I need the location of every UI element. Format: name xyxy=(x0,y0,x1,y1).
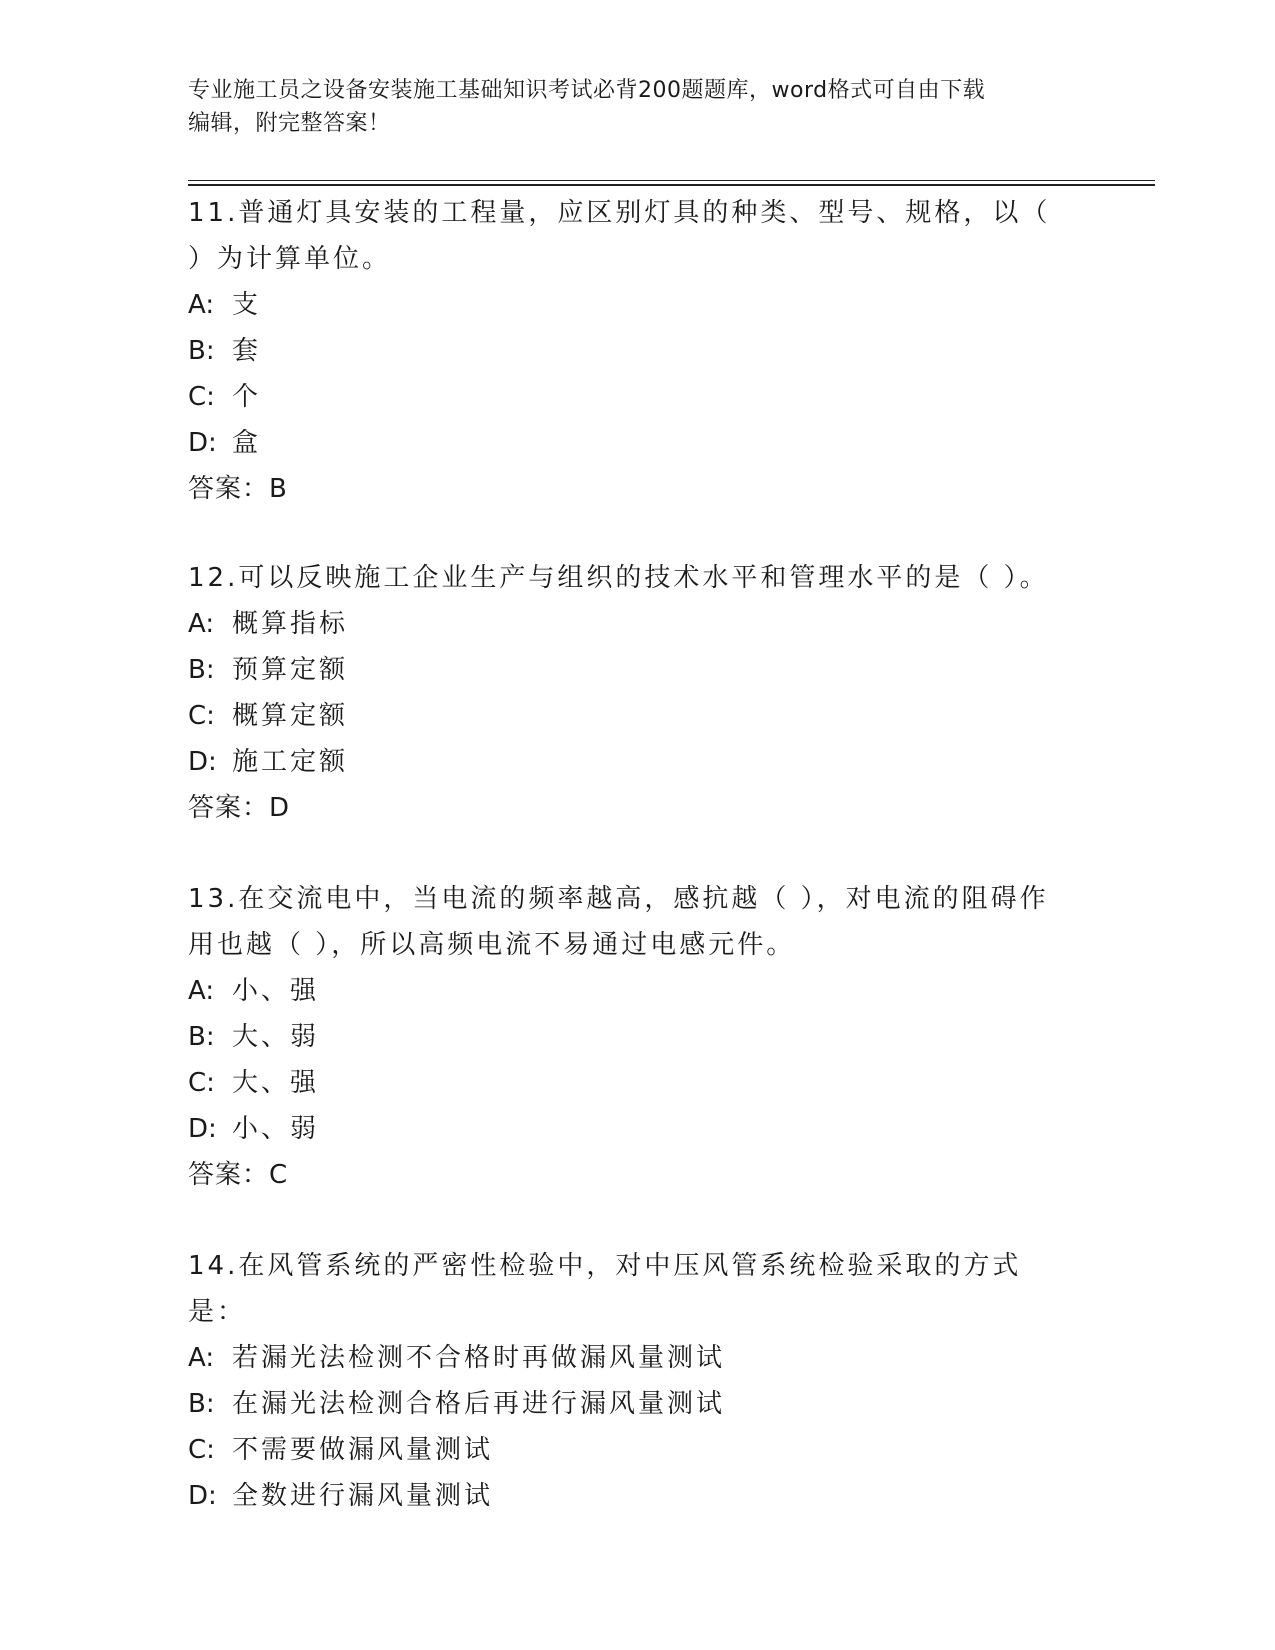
option-d xyxy=(188,420,1068,466)
option-letter: B: xyxy=(188,1022,215,1052)
question-stem: 13.在交流电中，当电流的频率越高，感抗越（ ），对电流的阻碍作 xyxy=(188,884,1049,914)
option-d xyxy=(188,1106,1068,1152)
option-d xyxy=(188,1473,1068,1519)
option-text: 在漏光法检测合格后再进行漏风量测试 xyxy=(232,1389,726,1419)
option-text: 小、弱 xyxy=(232,1114,320,1144)
answer: 答案：B xyxy=(188,474,288,504)
option-letter: C: xyxy=(188,382,215,412)
question-13 xyxy=(188,876,1068,1198)
option-letter: C: xyxy=(188,1068,215,1098)
question-stem: 12.可以反映施工企业生产与组织的技术水平和管理水平的是（ ）。 xyxy=(188,563,1049,593)
question-stem: 14.在风管系统的严密性检验中，对中压风管系统检验采取的方式是： xyxy=(188,1251,1022,1327)
question-14 xyxy=(188,1243,1068,1519)
option-letter: A: xyxy=(188,609,215,639)
question-stem: 11.普通灯具安装的工程量，应区别灯具的种类、型号、规格，以（ xyxy=(188,198,1051,228)
option-a xyxy=(188,968,1068,1014)
question-12 xyxy=(188,555,1068,831)
option-letter: B: xyxy=(188,336,215,366)
header-line-1: 专业施工员之设备安装施工基础知识考试必背200题题库，word格式可自由下载 xyxy=(188,78,986,103)
header-divider-thick xyxy=(188,184,1155,186)
option-b xyxy=(188,647,1068,693)
option-b xyxy=(188,1014,1068,1060)
option-letter: D: xyxy=(188,747,217,777)
option-letter: A: xyxy=(188,976,215,1006)
option-letter: B: xyxy=(188,1389,215,1419)
option-d xyxy=(188,739,1068,785)
answer: 答案：C xyxy=(188,1160,289,1190)
option-text: 概算指标 xyxy=(232,609,349,639)
option-text: 盒 xyxy=(232,428,262,458)
option-text: 全数进行漏风量测试 xyxy=(232,1481,494,1511)
header-divider-thin xyxy=(188,180,1155,181)
header-line-2: 编辑，附完整答案！ xyxy=(188,111,391,136)
option-b xyxy=(188,1381,1068,1427)
option-c xyxy=(188,374,1068,420)
option-text: 施工定额 xyxy=(232,747,349,777)
question-stem-continued: 用也越（ ），所以高频电流不易通过电感元件。 xyxy=(188,930,796,960)
option-c xyxy=(188,693,1068,739)
option-text: 小、强 xyxy=(232,976,320,1006)
option-a xyxy=(188,601,1068,647)
option-letter: B: xyxy=(188,655,215,685)
question-11 xyxy=(188,190,1068,512)
option-letter: C: xyxy=(188,1435,215,1465)
option-letter: A: xyxy=(188,1343,215,1373)
option-letter: D: xyxy=(188,1481,217,1511)
option-letter: A: xyxy=(188,290,215,320)
option-text: 概算定额 xyxy=(232,701,349,731)
option-text: 若漏光法检测不合格时再做漏风量测试 xyxy=(232,1343,726,1373)
option-text: 套 xyxy=(232,336,262,366)
option-c xyxy=(188,1427,1068,1473)
option-letter: D: xyxy=(188,428,217,458)
document-header xyxy=(188,74,1068,140)
option-text: 大、强 xyxy=(232,1068,320,1098)
option-a xyxy=(188,1335,1068,1381)
option-letter: C: xyxy=(188,701,215,731)
option-c xyxy=(188,1060,1068,1106)
option-letter: D: xyxy=(188,1114,217,1144)
answer: 答案：D xyxy=(188,793,291,823)
option-text: 预算定额 xyxy=(232,655,349,685)
question-stem-continued: ）为计算单位。 xyxy=(188,244,392,274)
option-text: 不需要做漏风量测试 xyxy=(232,1435,494,1465)
option-text: 大、弱 xyxy=(232,1022,320,1052)
option-text: 个 xyxy=(232,382,262,412)
option-text: 支 xyxy=(232,290,262,320)
option-b xyxy=(188,328,1068,374)
option-a xyxy=(188,282,1068,328)
